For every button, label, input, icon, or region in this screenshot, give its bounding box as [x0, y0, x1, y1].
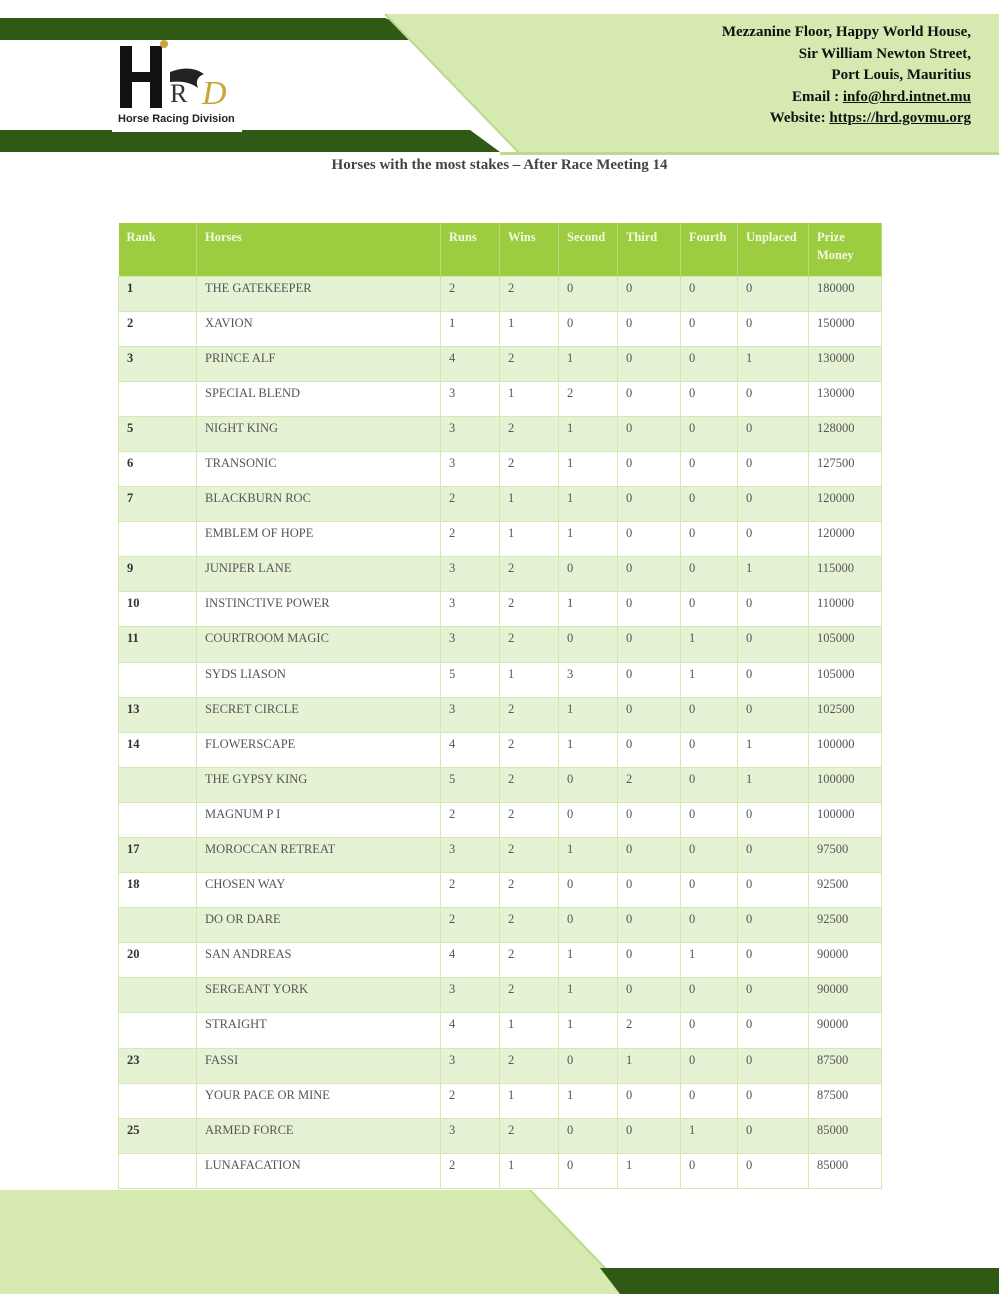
horse-name-cell: FASSI — [197, 1048, 441, 1083]
stat-cell: 0 — [738, 838, 809, 873]
horse-name-cell: SPECIAL BLEND — [197, 381, 441, 416]
stat-cell: 2 — [500, 276, 559, 311]
stat-cell: 3 — [441, 1118, 500, 1153]
stat-cell: 2 — [500, 346, 559, 381]
stat-cell: 0 — [559, 802, 618, 837]
stat-cell: 0 — [681, 416, 738, 451]
stat-cell: 2 — [441, 908, 500, 943]
stat-cell: 2 — [500, 908, 559, 943]
table-row — [119, 627, 882, 662]
stat-cell: 1 — [681, 627, 738, 662]
table-row — [119, 487, 882, 522]
rank-cell: 11 — [119, 627, 197, 662]
stat-cell: 0 — [738, 662, 809, 697]
address-line-2: Sir William Newton Street, — [798, 45, 971, 62]
stat-cell: 1 — [681, 943, 738, 978]
stat-cell: 1 — [500, 1153, 559, 1188]
rank-cell: 18 — [119, 873, 197, 908]
table-row — [119, 451, 882, 486]
stat-cell: 1 — [500, 522, 559, 557]
stat-cell: 1 — [559, 1083, 618, 1118]
stat-cell: 2 — [500, 627, 559, 662]
stat-cell: 0 — [681, 487, 738, 522]
stat-cell: 2 — [500, 416, 559, 451]
table-row — [119, 276, 882, 311]
column-header: Rank — [119, 223, 197, 276]
stat-cell: 0 — [618, 416, 681, 451]
website-label: Website: — [769, 110, 830, 126]
table-row — [119, 838, 882, 873]
email-label: Email : — [792, 88, 843, 105]
stat-cell: 1 — [500, 381, 559, 416]
horse-name-cell: SECRET CIRCLE — [197, 697, 441, 732]
stat-cell: 4 — [441, 346, 500, 381]
horse-name-cell: SERGEANT YORK — [197, 978, 441, 1013]
table-body — [119, 276, 882, 1188]
column-header: Second — [559, 223, 618, 276]
horse-name-cell: PRINCE ALF — [197, 346, 441, 381]
stat-cell: 3 — [441, 627, 500, 662]
stat-cell: 1 — [681, 662, 738, 697]
rank-cell: 23 — [119, 1048, 197, 1083]
stat-cell: 1 — [500, 1013, 559, 1048]
stat-cell: 1 — [559, 451, 618, 486]
stat-cell: 92500 — [809, 908, 882, 943]
table-header-row — [119, 223, 882, 276]
horse-name-cell: STRAIGHT — [197, 1013, 441, 1048]
stat-cell: 0 — [681, 838, 738, 873]
stat-cell: 0 — [681, 1083, 738, 1118]
stat-cell: 0 — [618, 627, 681, 662]
org-name: Horse Racing Division — [118, 113, 235, 125]
stat-cell: 3 — [441, 416, 500, 451]
stat-cell: 1 — [559, 592, 618, 627]
stat-cell: 2 — [500, 838, 559, 873]
stat-cell: 128000 — [809, 416, 882, 451]
column-header: Third — [618, 223, 681, 276]
stat-cell: 5 — [441, 767, 500, 802]
stat-cell: 0 — [559, 627, 618, 662]
stat-cell: 0 — [618, 697, 681, 732]
stat-cell: 0 — [681, 311, 738, 346]
stat-cell: 0 — [618, 487, 681, 522]
rank-cell: 1 — [119, 276, 197, 311]
rank-cell: 3 — [119, 346, 197, 381]
horse-name-cell: JUNIPER LANE — [197, 557, 441, 592]
stat-cell: 2 — [441, 276, 500, 311]
stat-cell: 3 — [441, 978, 500, 1013]
table-row — [119, 802, 882, 837]
rank-cell — [119, 1153, 197, 1188]
stat-cell: 3 — [441, 592, 500, 627]
stat-cell: 0 — [559, 767, 618, 802]
stat-cell: 0 — [738, 592, 809, 627]
stat-cell: 0 — [559, 873, 618, 908]
horse-name-cell: LUNAFACATION — [197, 1153, 441, 1188]
rank-cell — [119, 978, 197, 1013]
stat-cell: 105000 — [809, 627, 882, 662]
stat-cell: 0 — [681, 381, 738, 416]
table-row — [119, 978, 882, 1013]
stat-cell: 0 — [738, 978, 809, 1013]
rank-cell: 6 — [119, 451, 197, 486]
stat-cell: 120000 — [809, 487, 882, 522]
stat-cell: 0 — [738, 276, 809, 311]
stat-cell: 87500 — [809, 1048, 882, 1083]
address-line-3: Port Louis, Mauritius — [831, 67, 971, 83]
horse-name-cell: COURTROOM MAGIC — [197, 627, 441, 662]
stat-cell: 0 — [738, 873, 809, 908]
svg-text:R: R — [170, 79, 188, 108]
stat-cell: 3 — [441, 381, 500, 416]
rank-cell — [119, 1013, 197, 1048]
stat-cell: 0 — [738, 381, 809, 416]
stat-cell: 0 — [738, 416, 809, 451]
stat-cell: 0 — [738, 1048, 809, 1083]
stat-cell: 0 — [618, 662, 681, 697]
rank-cell: 14 — [119, 732, 197, 767]
horse-name-cell: EMBLEM OF HOPE — [197, 522, 441, 557]
stat-cell: 2 — [500, 697, 559, 732]
stat-cell: 127500 — [809, 451, 882, 486]
stat-cell: 0 — [559, 908, 618, 943]
rank-cell: 5 — [119, 416, 197, 451]
stat-cell: 3 — [441, 838, 500, 873]
stat-cell: 3 — [441, 1048, 500, 1083]
stat-cell: 1 — [559, 487, 618, 522]
table-row — [119, 557, 882, 592]
stat-cell: 1 — [738, 557, 809, 592]
stat-cell: 3 — [441, 451, 500, 486]
website-link[interactable]: https://hrd.govmu.org — [829, 110, 971, 126]
horse-name-cell: MOROCCAN RETREAT — [197, 838, 441, 873]
stat-cell: 1 — [559, 978, 618, 1013]
horse-name-cell: DO OR DARE — [197, 908, 441, 943]
table-row — [119, 1048, 882, 1083]
stat-cell: 2 — [618, 1013, 681, 1048]
rank-cell: 13 — [119, 697, 197, 732]
stat-cell: 2 — [500, 732, 559, 767]
address-line-1: Mezzanine Floor, Happy World House, — [721, 24, 971, 40]
stat-cell: 0 — [681, 1013, 738, 1048]
stat-cell: 0 — [618, 802, 681, 837]
horse-name-cell: TRANSONIC — [197, 451, 441, 486]
stat-cell: 100000 — [809, 732, 882, 767]
rank-cell — [119, 802, 197, 837]
stat-cell: 0 — [681, 522, 738, 557]
stat-cell: 0 — [618, 311, 681, 346]
stat-cell: 0 — [681, 276, 738, 311]
stat-cell: 1 — [500, 311, 559, 346]
stat-cell: 0 — [681, 592, 738, 627]
rank-cell — [119, 908, 197, 943]
horse-name-cell: INSTINCTIVE POWER — [197, 592, 441, 627]
table-row — [119, 1083, 882, 1118]
column-header: Fourth — [681, 223, 738, 276]
table-row — [119, 662, 882, 697]
table-row — [119, 1153, 882, 1188]
stat-cell: 4 — [441, 1013, 500, 1048]
stat-cell: 3 — [441, 697, 500, 732]
stat-cell: 0 — [738, 1153, 809, 1188]
stat-cell: 1 — [441, 311, 500, 346]
rank-cell: 25 — [119, 1118, 197, 1153]
stat-cell: 1 — [500, 487, 559, 522]
column-header: Runs — [441, 223, 500, 276]
contact-address — [722, 22, 971, 130]
horse-name-cell: BLACKBURN ROC — [197, 487, 441, 522]
stat-cell: 0 — [618, 873, 681, 908]
stat-cell: 0 — [738, 1083, 809, 1118]
horse-name-cell: THE GYPSY KING — [197, 767, 441, 802]
horse-name-cell: YOUR PACE OR MINE — [197, 1083, 441, 1118]
stat-cell: 2 — [559, 381, 618, 416]
stat-cell: 87500 — [809, 1083, 882, 1118]
table-row — [119, 943, 882, 978]
rank-cell: 17 — [119, 838, 197, 873]
stat-cell: 3 — [441, 557, 500, 592]
stat-cell: 0 — [738, 943, 809, 978]
table-row — [119, 381, 882, 416]
table-row — [119, 908, 882, 943]
horse-name-cell: CHOSEN WAY — [197, 873, 441, 908]
stat-cell: 0 — [618, 557, 681, 592]
stat-cell: 0 — [738, 627, 809, 662]
stat-cell: 2 — [441, 1153, 500, 1188]
stat-cell: 105000 — [809, 662, 882, 697]
stat-cell: 1 — [559, 346, 618, 381]
stat-cell: 4 — [441, 943, 500, 978]
horse-name-cell: SAN ANDREAS — [197, 943, 441, 978]
table-row — [119, 767, 882, 802]
stat-cell: 2 — [441, 873, 500, 908]
stat-cell: 0 — [738, 1013, 809, 1048]
stat-cell: 0 — [618, 522, 681, 557]
stat-cell: 1 — [559, 697, 618, 732]
stat-cell: 2 — [618, 767, 681, 802]
stat-cell: 0 — [681, 1153, 738, 1188]
stakes-table — [118, 223, 882, 1189]
email-line — [722, 87, 971, 109]
stat-cell: 2 — [500, 943, 559, 978]
table-row — [119, 873, 882, 908]
stat-cell: 90000 — [809, 978, 882, 1013]
stat-cell: 0 — [738, 487, 809, 522]
stat-cell: 0 — [618, 346, 681, 381]
stat-cell: 0 — [738, 1118, 809, 1153]
stat-cell: 0 — [559, 1118, 618, 1153]
stat-cell: 0 — [738, 697, 809, 732]
stat-cell: 150000 — [809, 311, 882, 346]
hrd-logo — [112, 40, 242, 132]
stat-cell: 0 — [681, 978, 738, 1013]
stat-cell: 0 — [559, 1048, 618, 1083]
stat-cell: 2 — [500, 1048, 559, 1083]
rank-cell: 20 — [119, 943, 197, 978]
stat-cell: 100000 — [809, 767, 882, 802]
rank-cell — [119, 381, 197, 416]
footer-banner — [0, 1190, 999, 1294]
table-row — [119, 732, 882, 767]
stat-cell: 97500 — [809, 838, 882, 873]
stat-cell: 0 — [618, 978, 681, 1013]
stat-cell: 0 — [618, 838, 681, 873]
stat-cell: 2 — [441, 487, 500, 522]
stat-cell: 0 — [559, 557, 618, 592]
stat-cell: 0 — [681, 767, 738, 802]
stat-cell: 2 — [441, 1083, 500, 1118]
stat-cell: 0 — [738, 451, 809, 486]
stat-cell: 0 — [738, 311, 809, 346]
stat-cell: 0 — [681, 732, 738, 767]
table-row — [119, 416, 882, 451]
stat-cell: 3 — [559, 662, 618, 697]
column-header: Unplaced — [738, 223, 809, 276]
stat-cell: 0 — [681, 802, 738, 837]
rank-cell — [119, 1083, 197, 1118]
stat-cell: 0 — [618, 943, 681, 978]
rank-cell: 2 — [119, 311, 197, 346]
stat-cell: 1 — [681, 1118, 738, 1153]
stat-cell: 92500 — [809, 873, 882, 908]
stat-cell: 0 — [681, 908, 738, 943]
stat-cell: 0 — [559, 276, 618, 311]
column-header: Horses — [197, 223, 441, 276]
website-line — [722, 108, 971, 130]
table-row — [119, 346, 882, 381]
stat-cell: 1 — [500, 662, 559, 697]
stat-cell: 85000 — [809, 1153, 882, 1188]
stat-cell: 2 — [500, 557, 559, 592]
table-row — [119, 522, 882, 557]
stat-cell: 0 — [618, 276, 681, 311]
table-row — [119, 697, 882, 732]
horse-name-cell: THE GATEKEEPER — [197, 276, 441, 311]
email-link[interactable]: info@hrd.intnet.mu — [842, 88, 971, 105]
stat-cell: 1 — [738, 346, 809, 381]
stat-cell: 0 — [618, 908, 681, 943]
stat-cell: 0 — [618, 381, 681, 416]
stat-cell: 2 — [500, 1118, 559, 1153]
stat-cell: 0 — [559, 1153, 618, 1188]
horse-name-cell: SYDS LIASON — [197, 662, 441, 697]
rank-cell — [119, 522, 197, 557]
stat-cell: 0 — [618, 451, 681, 486]
stat-cell: 1 — [618, 1048, 681, 1083]
stat-cell: 100000 — [809, 802, 882, 837]
stat-cell: 2 — [500, 802, 559, 837]
stat-cell: 2 — [441, 802, 500, 837]
stat-cell: 0 — [738, 522, 809, 557]
stat-cell: 2 — [500, 451, 559, 486]
stat-cell: 4 — [441, 732, 500, 767]
horse-name-cell: ARMED FORCE — [197, 1118, 441, 1153]
stat-cell: 1 — [559, 522, 618, 557]
horse-name-cell: MAGNUM P I — [197, 802, 441, 837]
stat-cell: 0 — [681, 346, 738, 381]
stat-cell: 0 — [618, 1118, 681, 1153]
stat-cell: 2 — [500, 873, 559, 908]
stat-cell: 102500 — [809, 697, 882, 732]
stat-cell: 1 — [500, 1083, 559, 1118]
horse-logo-icon — [120, 40, 240, 112]
table-row — [119, 311, 882, 346]
stat-cell: 1 — [618, 1153, 681, 1188]
stat-cell: 5 — [441, 662, 500, 697]
stat-cell: 130000 — [809, 381, 882, 416]
rank-cell: 7 — [119, 487, 197, 522]
stat-cell: 0 — [738, 908, 809, 943]
horse-name-cell: NIGHT KING — [197, 416, 441, 451]
stat-cell: 0 — [618, 1083, 681, 1118]
stat-cell: 2 — [441, 522, 500, 557]
stat-cell: 2 — [500, 592, 559, 627]
table-row — [119, 1118, 882, 1153]
horse-name-cell: FLOWERSCAPE — [197, 732, 441, 767]
page-title: Horses with the most stakes – After Race Meeting 14 — [331, 157, 668, 173]
stat-cell: 0 — [681, 697, 738, 732]
stat-cell: 115000 — [809, 557, 882, 592]
stat-cell: 1 — [559, 416, 618, 451]
stat-cell: 130000 — [809, 346, 882, 381]
stat-cell: 1 — [738, 732, 809, 767]
stat-cell: 0 — [681, 873, 738, 908]
svg-text:D: D — [202, 75, 227, 112]
stat-cell: 1 — [738, 767, 809, 802]
stat-cell: 1 — [559, 732, 618, 767]
column-header: Prize Money — [809, 223, 882, 276]
rank-cell: 10 — [119, 592, 197, 627]
horse-name-cell: XAVION — [197, 311, 441, 346]
stat-cell: 110000 — [809, 592, 882, 627]
stat-cell: 0 — [618, 732, 681, 767]
table-row — [119, 592, 882, 627]
stat-cell: 0 — [681, 451, 738, 486]
table-row — [119, 1013, 882, 1048]
rank-cell — [119, 662, 197, 697]
column-header: Wins — [500, 223, 559, 276]
rank-cell — [119, 767, 197, 802]
stat-cell: 0 — [738, 802, 809, 837]
stat-cell: 120000 — [809, 522, 882, 557]
stat-cell: 0 — [681, 557, 738, 592]
stat-cell: 85000 — [809, 1118, 882, 1153]
stat-cell: 1 — [559, 943, 618, 978]
stat-cell: 90000 — [809, 943, 882, 978]
stat-cell: 0 — [559, 311, 618, 346]
stat-cell: 2 — [500, 978, 559, 1013]
rank-cell: 9 — [119, 557, 197, 592]
stat-cell: 2 — [500, 767, 559, 802]
stat-cell: 90000 — [809, 1013, 882, 1048]
stat-cell: 0 — [681, 1048, 738, 1083]
stat-cell: 1 — [559, 1013, 618, 1048]
stat-cell: 1 — [559, 838, 618, 873]
stat-cell: 180000 — [809, 276, 882, 311]
stat-cell: 0 — [618, 592, 681, 627]
